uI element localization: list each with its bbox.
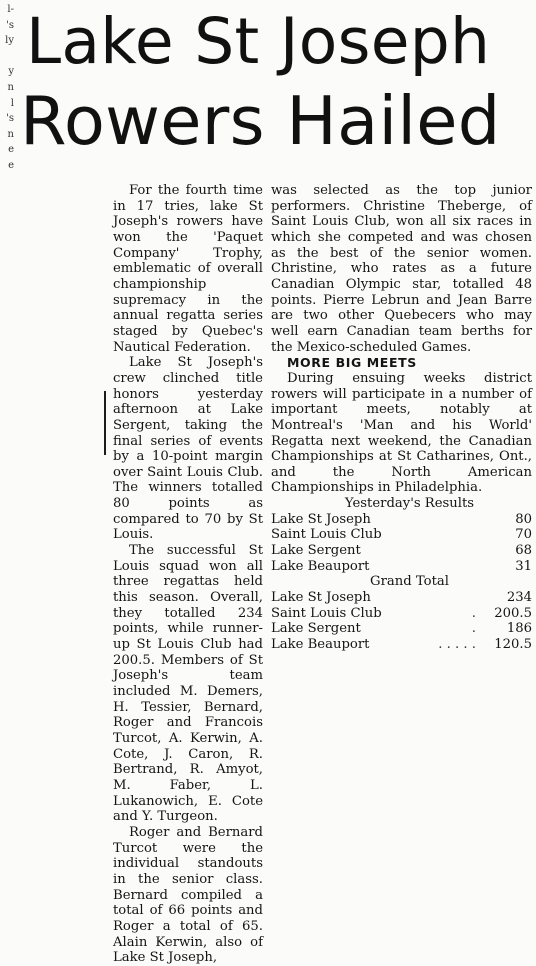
margin-fragment: 's <box>6 19 14 31</box>
results-table <box>271 512 532 575</box>
margin-fragment <box>0 49 14 65</box>
margin-fragment: l <box>10 97 14 109</box>
team-name: Lake Sergent <box>271 621 361 637</box>
team-name: Saint Louis Club <box>271 527 382 543</box>
margin-fragment: n <box>7 128 14 140</box>
left-column <box>113 183 263 966</box>
column-rule <box>104 391 106 455</box>
team-name: Lake St Joseph <box>271 590 371 606</box>
leader-dots: . <box>471 605 476 621</box>
team-points: 31 <box>515 558 532 574</box>
table-row <box>271 637 532 653</box>
margin-fragment: e <box>8 144 14 156</box>
team-points: 80 <box>515 511 532 527</box>
team-points: 234 <box>506 590 532 606</box>
table-row <box>271 559 532 575</box>
table-row <box>271 606 532 622</box>
team-points: 70 <box>515 527 532 543</box>
team-name: Lake Beauport <box>271 637 370 653</box>
paragraph: For the fourth time in 17 tries, lake St Joseph's rowers have won the 'Paquet Company' Trophy, emblematic of overall championship supremacy in the annual regatta series staged by Quebec's Nautical Federation. <box>113 183 263 355</box>
team-points: 68 <box>515 543 532 559</box>
headline-line-1: Lake St Joseph <box>26 5 491 78</box>
team-name: Lake St Joseph <box>271 511 371 527</box>
team-points: 120.5 <box>494 637 532 653</box>
grand-total-table <box>271 590 532 653</box>
team-name: Saint Louis Club <box>271 605 382 621</box>
leader-dots: . <box>471 621 476 637</box>
table-row <box>271 527 532 543</box>
headline-line-2: Rowers Hailed <box>20 82 501 160</box>
team-points: 186 <box>506 621 532 637</box>
margin-fragment: 's <box>6 113 14 125</box>
subhead: MORE BIG MEETS <box>287 355 417 371</box>
results-title: Yesterday's Results <box>344 496 475 512</box>
paragraph: Lake St Joseph's crew clinched title honors yesterday afternoon at Lake Sergent, taking the final series of events by a 10-point margin over Saint Louis Club. The winners totalled 80 points as compared to 70 by St Louis. <box>113 355 263 543</box>
table-row <box>271 512 532 528</box>
paragraph: During ensuing weeks district rowers will participate in a number of important meets, notably at Montreal's 'Man and his World' Regatta next weekend, the Canadian Championships at St Catharines, Ont., and the North American Championships in Philadelphia. <box>271 370 532 496</box>
paragraph: Roger and Bernard Turcot were the individual standouts in the senior class. Bernard compiled a total of 66 points and Roger a total of 65. Alain Kerwin, also of Lake St Joseph, <box>113 824 263 966</box>
paragraph: was selected as the top junior performers. Christine Theberge, of Saint Louis Club, won all six races in which she competed and was chosen as the best of the senior women. Christine, who rates as a future Canadian Olympic star, totalled 48 points. Pierre Lebrun and Jean Barre are two other Quebecers who may well earn Canadian team berths for the Mexico-scheduled Games. <box>271 183 532 355</box>
right-column <box>271 183 532 653</box>
team-name: Lake Sergent <box>271 543 361 559</box>
margin-fragment: e <box>8 159 14 171</box>
table-row <box>271 621 532 637</box>
margin-fragment: y <box>8 66 14 78</box>
team-name: Lake Beauport <box>271 558 370 574</box>
leader-dots: . . . . . <box>438 637 476 653</box>
margin-fragment: l- <box>7 4 14 15</box>
paragraph: The successful St Louis squad won all three regattas held this season. Overall, they totalled 234 points, while runner-up St Louis Club had 200.5. Members of St Joseph's team included M. Demers, H. Tessier, Bernard, Roger and Francois Turcot, A. Kerwin, A. Cote, J. Caron, R. Bertrand, R. Amyot, M. Faber, L. Lukanowich, E. Cote and Y. Turgeon. <box>113 543 263 825</box>
leader-dots <box>406 590 476 606</box>
table-row <box>271 543 532 559</box>
margin-fragment: ly <box>5 35 14 47</box>
margin-fragments <box>0 2 14 174</box>
margin-fragment: n <box>7 81 14 93</box>
grand-total-title: Grand Total <box>370 574 449 590</box>
team-points: 200.5 <box>494 605 532 621</box>
table-row <box>271 590 532 606</box>
